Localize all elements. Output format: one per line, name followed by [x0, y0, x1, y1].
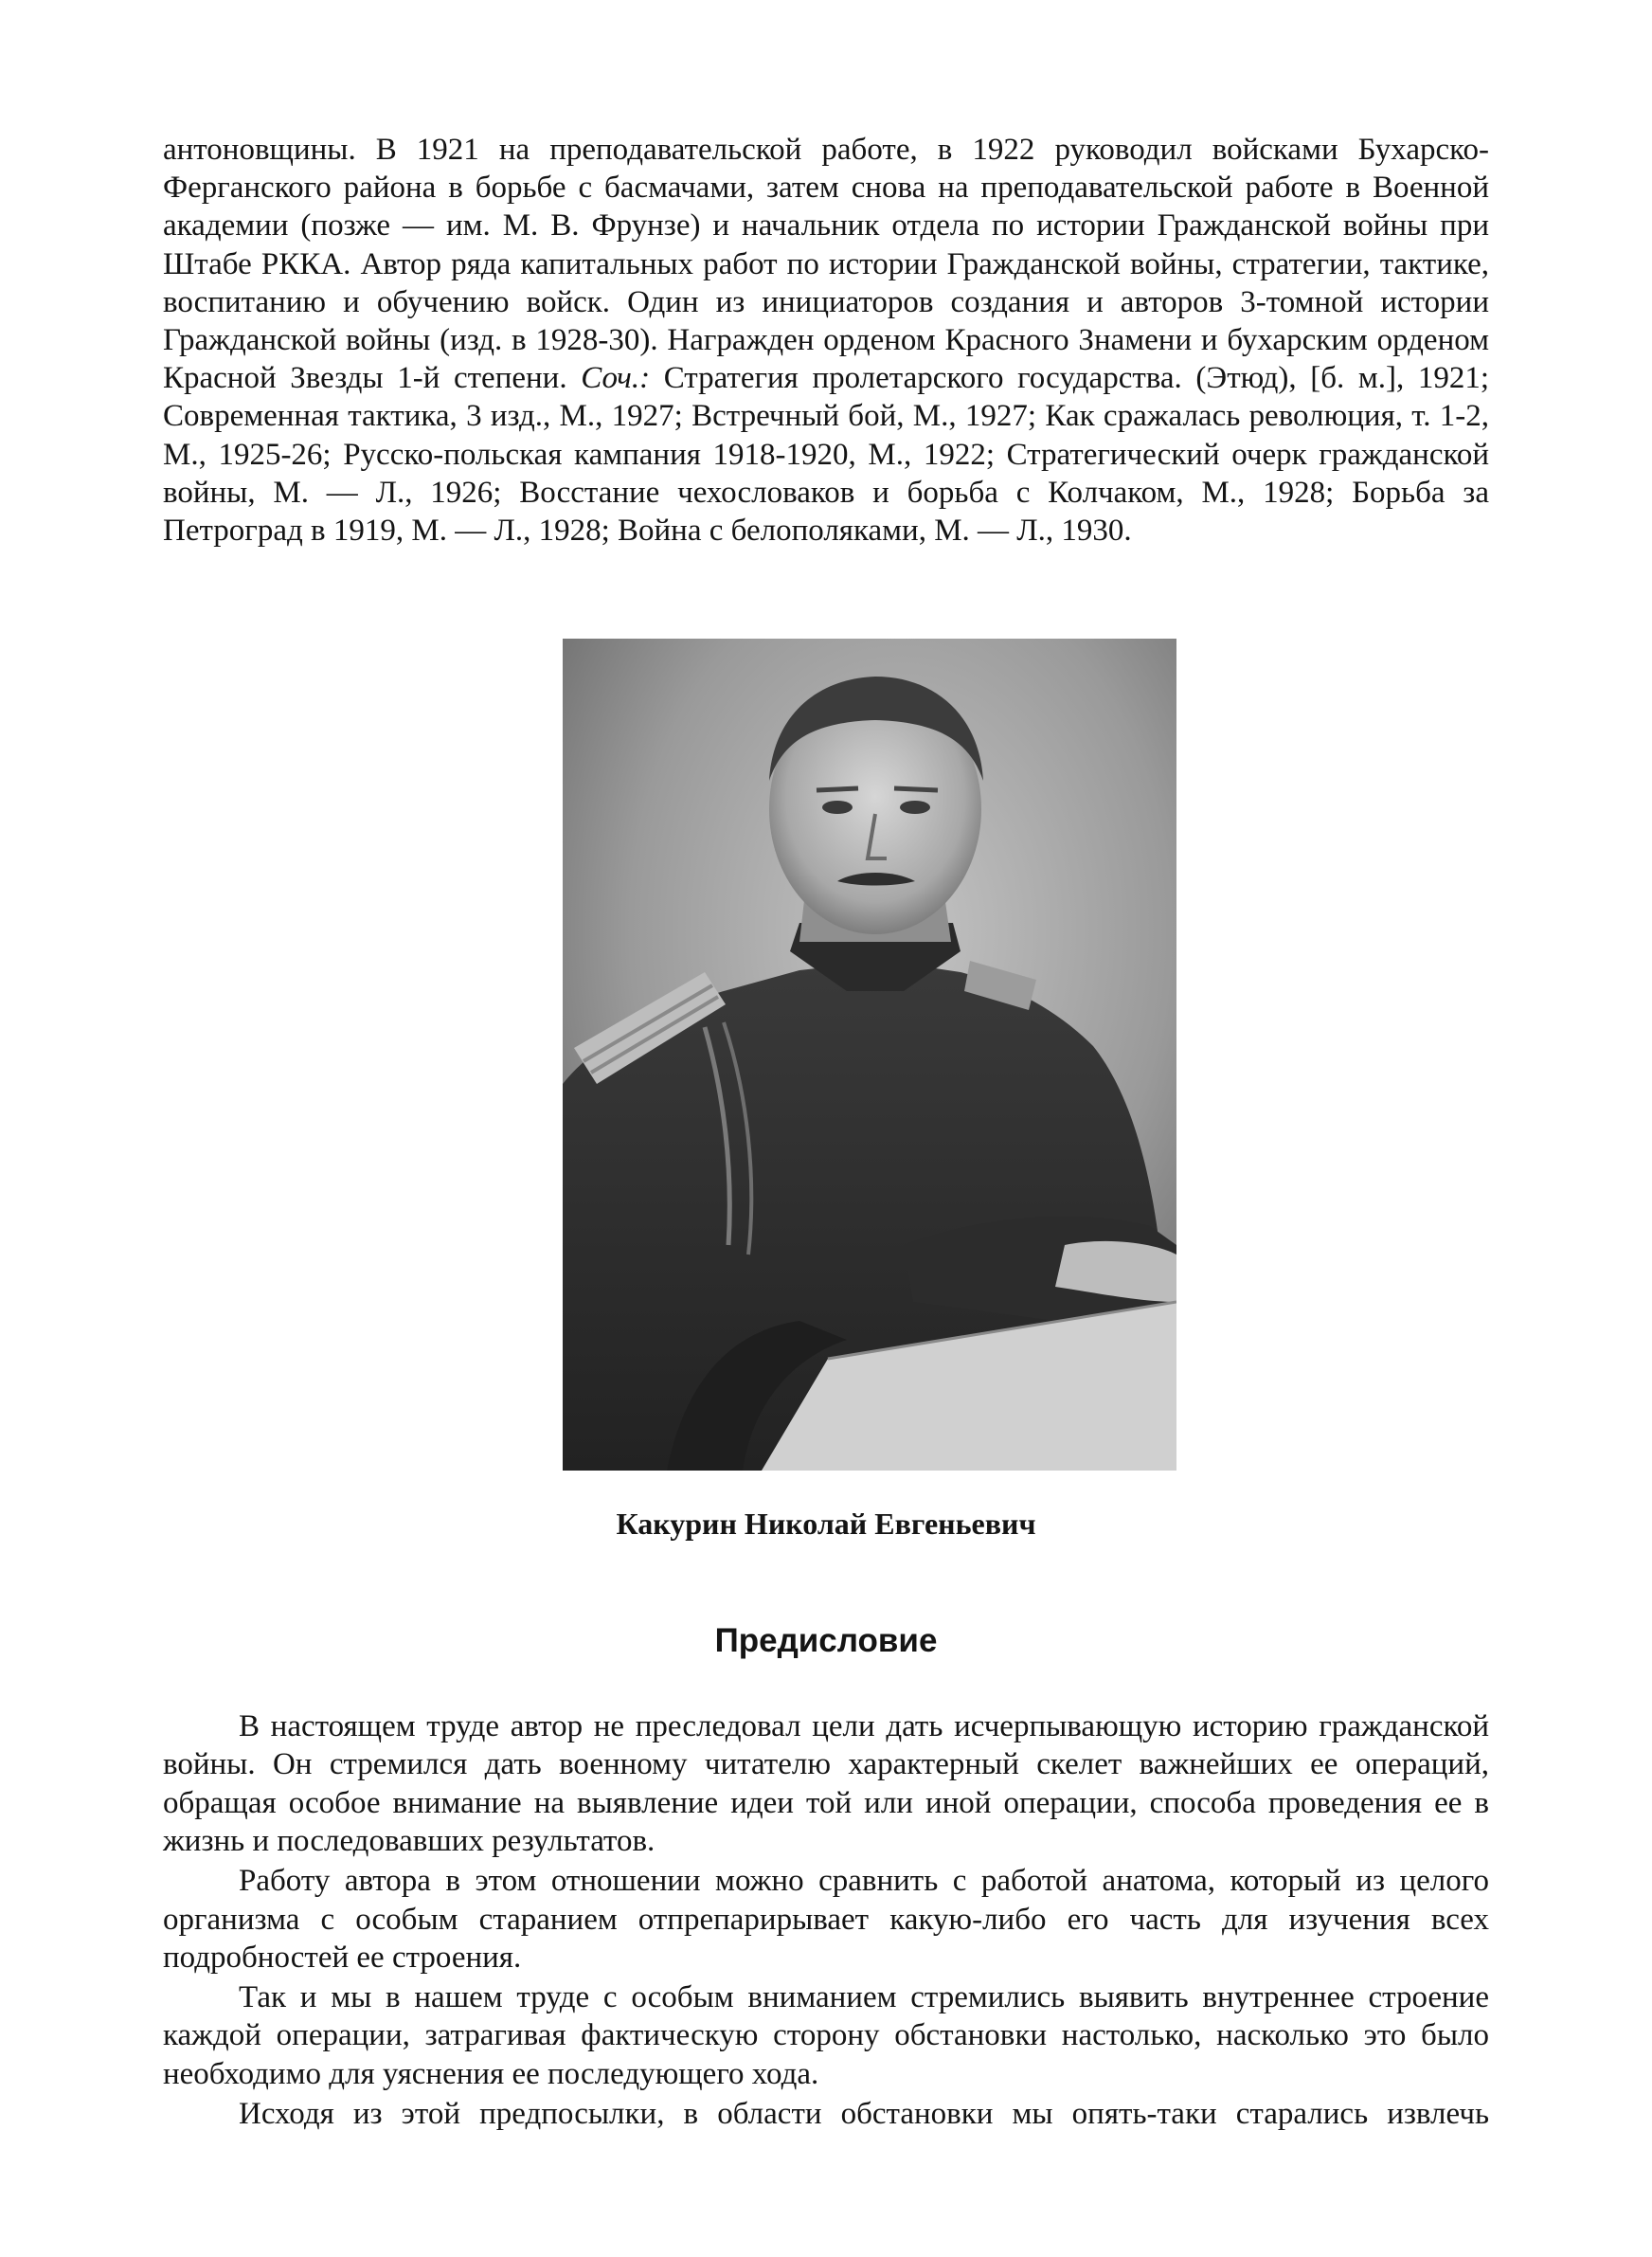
- portrait-illustration: [563, 639, 1176, 1471]
- preface-paragraph: В настоящем труде автор не преследовал цели дать исчерпывающую историю гражданской войны. Он стремился дать военному читателю характерный скелет важнейших ее операций, обращая особое внимание на выявление идеи той или иной операции, способа проведения ее в жизнь и последовавших результатов.: [163, 1709, 1489, 1859]
- preface-paragraph: Работу автора в этом отношении можно сравнить с работой анатома, который из целого организма с особым старанием отпрепарирывает какую-либо его часть для изучения всех подробностей ее строения.: [163, 1864, 1489, 1976]
- biography-paragraph: [163, 131, 1489, 550]
- preface-paragraph: Исходя из этой предпосылки, в области обстановки мы опять-таки старались извлечь: [239, 2096, 1489, 2131]
- section-heading: Предисловие: [714, 1622, 938, 1659]
- photo-caption: Какурин Николай Евгеньевич: [616, 1507, 1036, 1541]
- works-label: Соч.:: [581, 361, 651, 396]
- preface-body: [163, 1707, 1489, 2135]
- preface-paragraph: Так и мы в нашем труде с особым вниманием стремились выявить внутреннее строение каждой операции, затрагивая фактическую сторону обстановки настолько, насколько это было необходимо для уяснения ее последующего хода.: [163, 1980, 1489, 2091]
- portrait-photo: [563, 639, 1176, 1471]
- biography-text-start: антоновщины. В 1921 на преподавательской работе, в 1922 руководил войсками Бухарско-Ферганского района в борьбе с басмачами, затем снова на преподавательской работе в Военной академии (позже — им. М. В. Фрунзе) и начальник отдела по истории Гражданской войны при Штабе РККА. Автор ряда капитальных работ по истории Гражданской войны, стратегии, тактике, воспитанию и обучению войск. Один из инициаторов создания и авторов 3-томной истории Гражданской войны (изд. в 1928-30). Награжден орденом Красного Знамени и бухарским орденом Красной Звезды 1-й степени.: [163, 133, 1489, 396]
- biography-works-list: Стратегия пролетарского государства. (Этюд), [б. м.], 1921; Современная тактика, 3 изд., М., 1927; Встречный бой, М., 1927; Как сражалась революция, т. 1-2, М., 1925-26; Русско-польская кампания 1918-1920, М., 1922; Стратегический очерк гражданской войны, М. — Л., 1926; Восстание чехословаков и борьба с Колчаком, М., 1928; Борьба за Петроград в 1919, М. — Л., 1928; Война с белополяками, М. — Л., 1930.: [163, 361, 1490, 549]
